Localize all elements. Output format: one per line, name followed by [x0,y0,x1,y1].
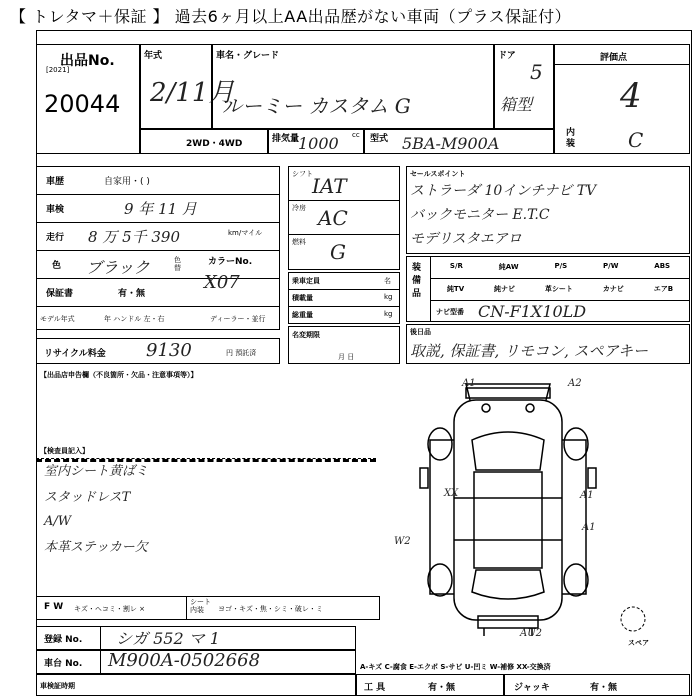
inspection-note-3: A/W [44,514,72,529]
equipment-item-row2-0: 純TV [446,285,465,293]
weight-sep-2 [288,306,400,307]
inspection-label: 車検 [46,205,65,215]
aircon-label: 冷房 [292,204,306,212]
displacement-label: 排気量 [272,134,300,144]
colorcode-label: カラーNo. [208,257,253,267]
equipment-divider [430,256,431,322]
fw-items: キズ・ヘコミ・割レ × [74,605,145,613]
later-value: 取説, 保証書, リモコン, スペアキー [410,342,649,360]
dealer-label: ディーラー・並行 [210,315,266,323]
reg-change-unit: 月 日 [338,353,355,361]
equipment-item-row1-3: P/W [603,262,619,270]
equipment-item-row1-4: ABS [654,262,671,270]
damage-mark-a1-front: A1 [462,378,476,389]
row-sep-4 [36,278,280,279]
damage-mark-w2-left: W2 [394,536,411,547]
name-label: 車名・グレード [216,51,280,61]
equipment-item-row2-2: 革シート [544,285,573,293]
load-unit: kg [384,293,393,301]
recycle-label: リサイクル料金 [44,349,106,359]
name-value: ルーミー カスタム G [222,94,411,118]
aircon-value: AC [318,206,348,230]
inspection-note-1: 室内シート黄ばミ [44,464,149,479]
score-value: 4 [620,76,642,116]
history-label: 車歴 [46,177,65,187]
equip-sep-2 [430,300,690,301]
reg-divider [100,626,101,650]
year-label: 年式 [144,51,163,61]
displacement-unit: cc [352,131,360,139]
jack-value: 有・無 [590,683,618,693]
equipment-item-row2-1: 純ナビ [494,285,516,293]
equipment-row-1 [432,262,688,272]
displacement-value: 1000 [298,134,339,153]
banner-title: 【 トレタマ＋保証 】 過去6ヶ月以上AA出品歴がない車両（プラス保証付） [4,4,696,30]
damage-mark-a1-right-2: A1 [582,522,596,533]
row-sep-3 [36,250,280,251]
score-label: 評価点 [600,53,628,63]
row-sep-2 [36,222,280,223]
sales-line-1: ストラーダ 10インチナビ TV [410,183,597,199]
sales-line-2: バックモニター E.T.C [410,207,550,223]
doors-value: 5 [530,60,543,84]
sales-label: セールスポイント [410,170,466,178]
chassis-value: M900A-0502668 [108,650,261,671]
weight-label: 総重量 [292,311,313,319]
load-label: 積載量 [292,294,313,302]
colorcode-value: X07 [204,272,240,293]
seat-label: シート内装 [190,598,211,614]
equipment-label: 装備品 [412,263,422,299]
equipment-item-row1-1: 純AW [498,263,519,271]
shift-label: シフト [292,170,313,178]
model-label: 型式 [370,134,389,144]
mileage-value: 8 万 5千 390 [88,228,181,246]
recycle-unit: 円 預託済 [226,349,257,357]
spare-label: スペア [628,639,649,647]
fw-label: F W [44,602,64,612]
drive-label: 2WD・4WD [186,139,243,149]
warranty-value: 有・無 [118,289,146,299]
inspection-note-2: スタッドレスT [44,490,131,505]
mileage-label: 走行 [46,233,65,243]
history-value: 自家用・( ) [104,177,150,187]
mileage-unit: km/マイル [228,229,263,237]
body-type-value: 箱型 [500,95,533,114]
navi-label: ナビ型番 [436,308,464,316]
damage-mark-au2-rear: AU2 [520,628,543,639]
damage-mark-xx-left: XX [444,488,459,499]
weight-unit: kg [384,310,393,318]
handle-label: 年 ハンドル 左・右 [104,315,165,323]
sales-line-3: モデリスタエアロ [410,231,522,247]
chassis-divider [100,650,101,674]
equipment-item-row2-3: カナビ [602,285,624,293]
reg-label: 登録 No. [44,635,83,645]
recycle-value: 9130 [146,340,192,361]
interior-label: 内装 [566,128,576,149]
color-value: ブラック [86,258,150,277]
model-value: 5BA-M900A [402,134,500,153]
lot-number: 20044 [44,90,121,118]
lot-label: 出品No. [60,53,115,69]
equip-sep-1 [430,278,690,279]
reg-value: シガ 552 マ 1 [116,629,220,648]
certificate-row [36,674,356,696]
reg-change-label: 名変期限 [292,331,320,339]
spec-sep-1 [288,200,400,201]
tools-value: 有・無 [428,683,456,693]
tools-label: 工 具 [364,683,386,693]
score-divider [554,64,690,65]
damage-mark-a1-right-1: A1 [580,490,594,501]
color-label: 色 [52,261,62,271]
damage-mark-a2-front: A2 [568,378,582,389]
capacity-unit: 名 [384,277,391,285]
jack-label: ジャッキ [514,683,550,693]
seller-notice: 【出品店申告欄（不良箇所・欠品・注意事項等）】 [40,371,198,379]
certificate-label: 車検証時期 [40,682,75,690]
spare-tire-icon [618,604,648,634]
row-sep-1 [36,194,280,195]
doors-label: ドア [498,51,516,61]
weight-sep-1 [288,289,400,290]
damage-legend: A-キズ C-腐食 E-エクボ S-サビ U-凹ミ W-補修 XX-交換済 [360,663,551,671]
row-sep-5 [36,306,280,307]
warranty-label: 保証書 [46,289,74,299]
car-diagram [400,380,620,640]
equipment-item-row1-0: S/R [449,262,463,270]
fw-divider [186,596,187,620]
equipment-item-row2-4: エアB [653,285,674,293]
navi-value: CN-F1X10LD [478,302,587,321]
equipment-row-2 [432,284,688,294]
later-label: 後日品 [410,328,431,336]
equipment-item-row1-2: P/S [554,262,568,270]
spec-sep-2 [288,234,400,235]
chassis-label: 車台 No. [44,659,83,669]
lot-year: [2021] [46,66,70,74]
seat-items: ヨゴ・キズ・焦・シミ・破レ・ミ [218,605,323,613]
inspection-note-4: 本革ステッカー欠 [44,540,148,555]
capacity-label: 乗車定員 [292,277,320,285]
interior-value: C [628,128,644,152]
inspection-value: 9 年 11 月 [124,200,197,218]
shift-value: IAT [312,174,347,198]
fuel-label: 燃料 [292,238,306,246]
color-change-label: 色替 [174,256,181,272]
inspection-title: 【検査員記入】 [40,447,89,455]
model-year-label: モデル年式 [40,315,75,323]
year-value: 2/11月 [150,78,235,108]
fuel-value: G [330,240,346,264]
